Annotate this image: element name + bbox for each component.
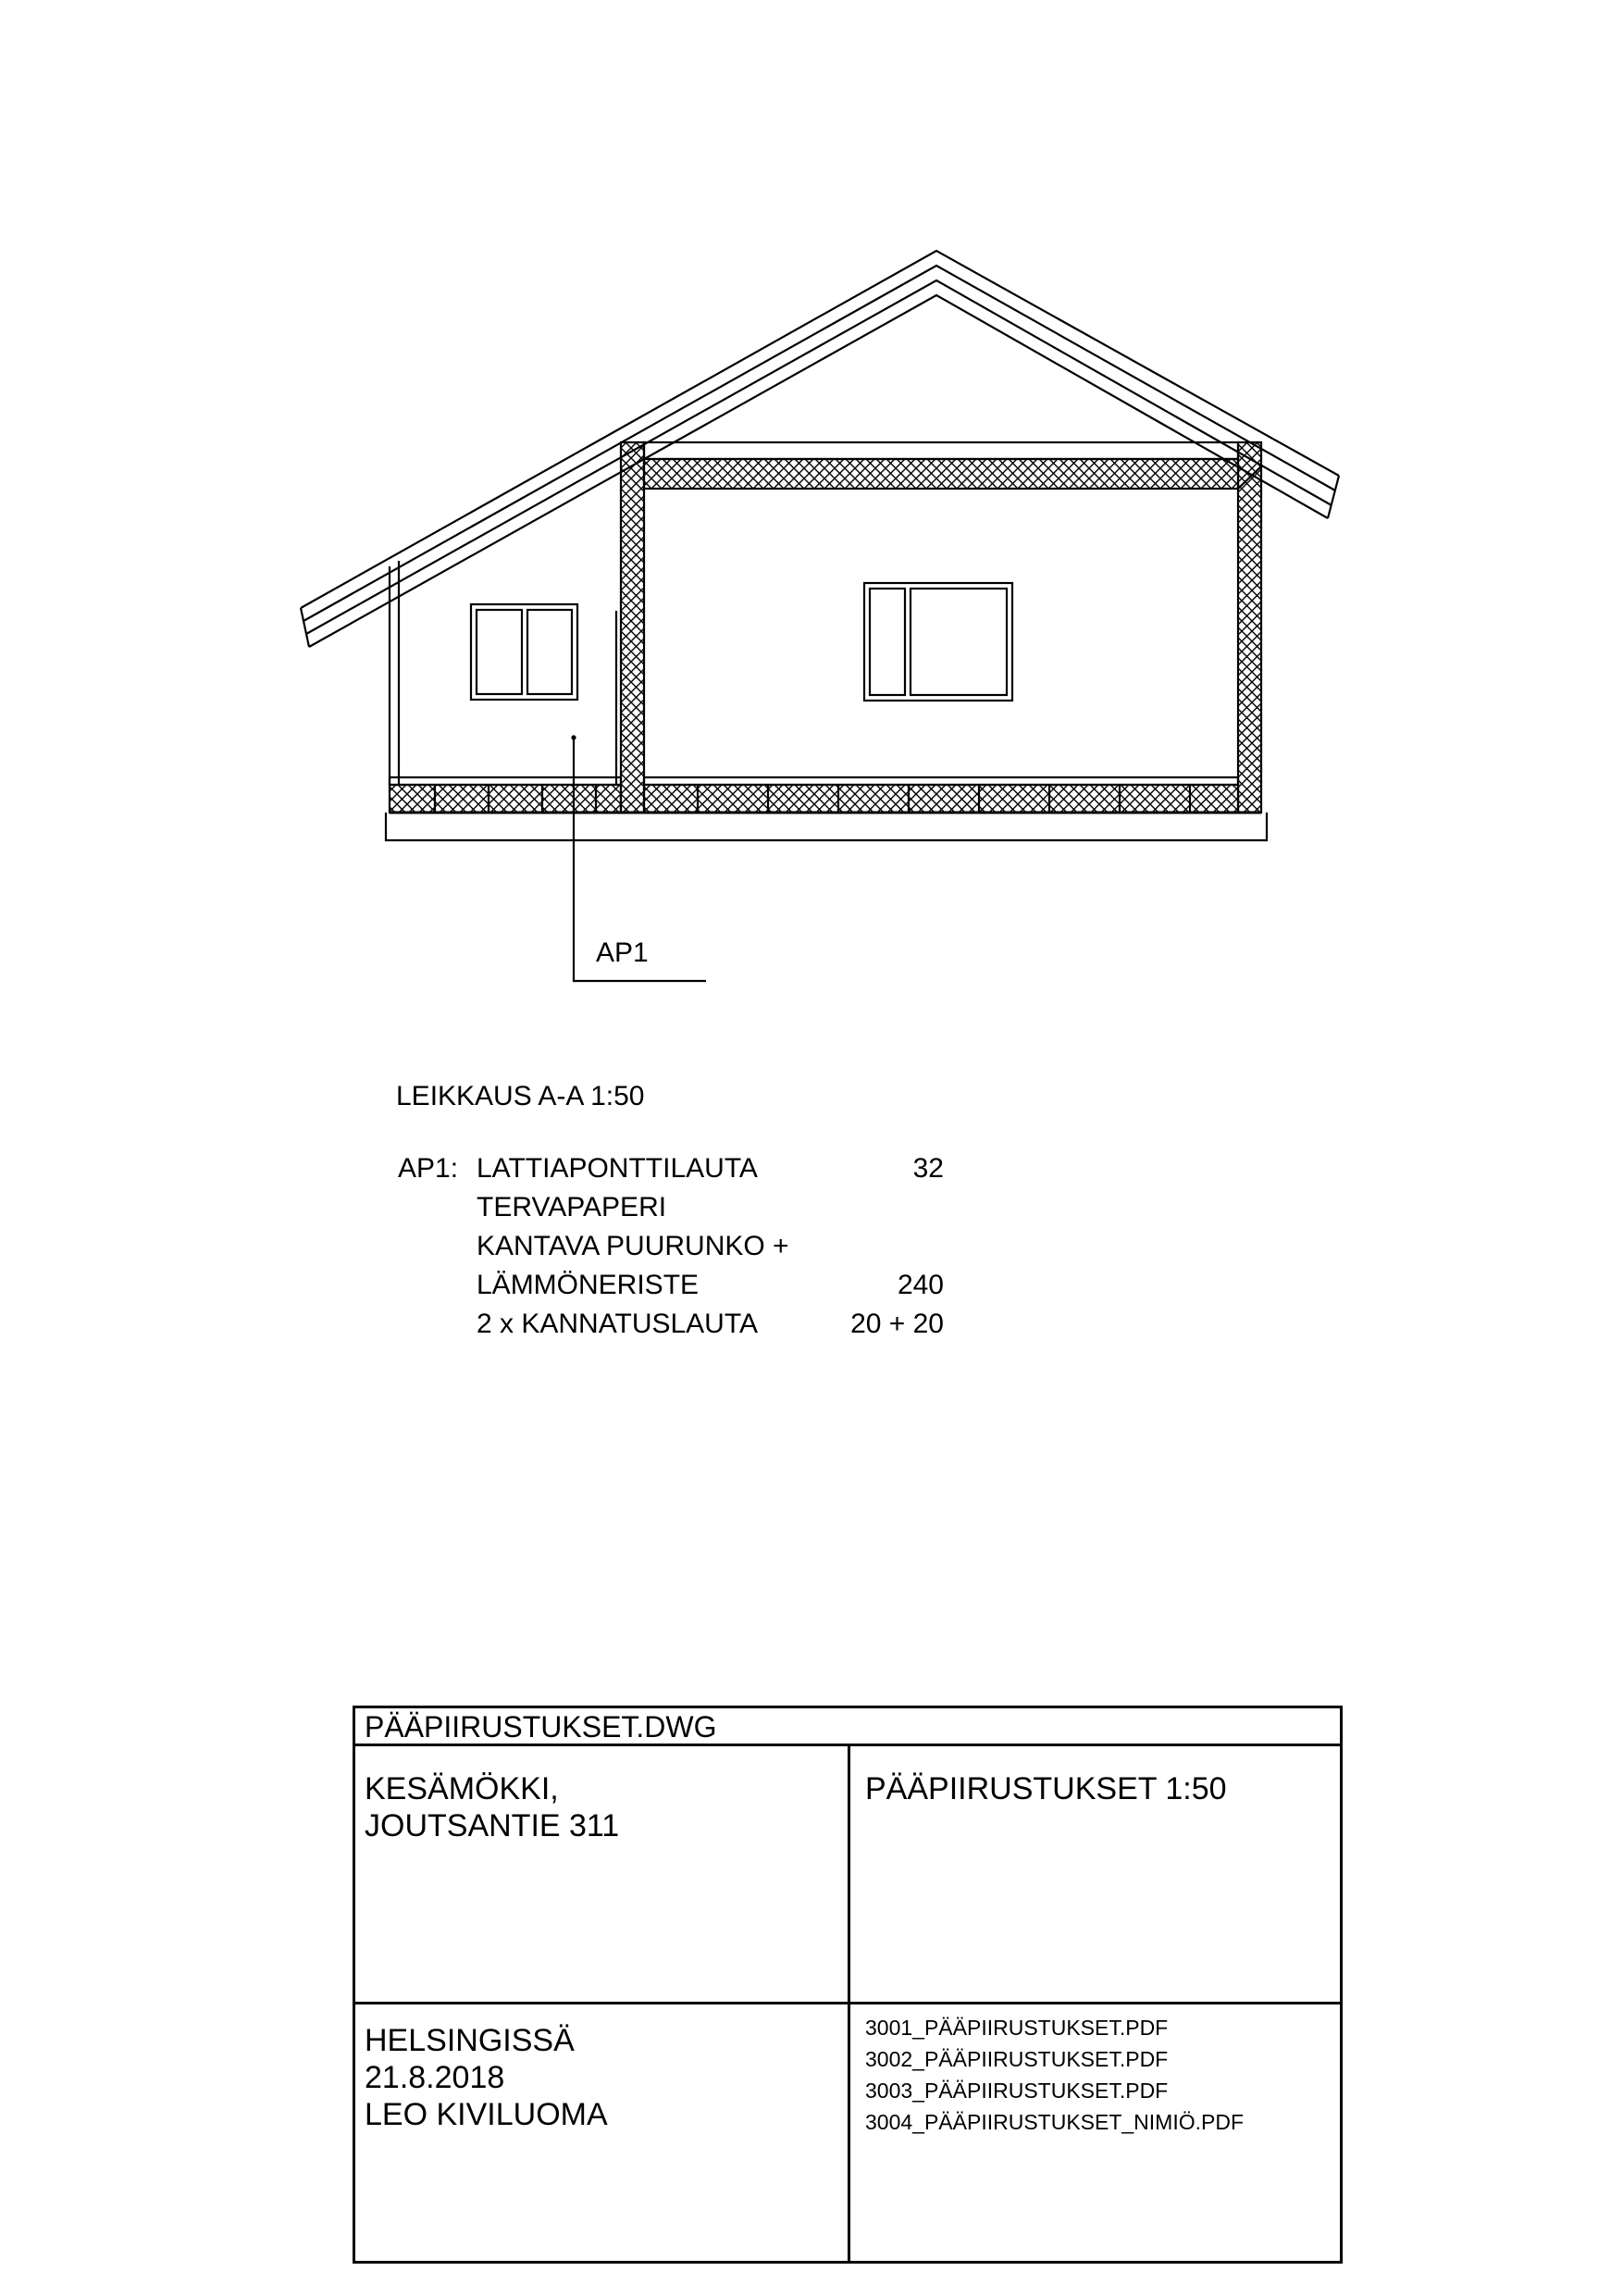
spec-row-label: 2 x KANNATUSLAUTA bbox=[477, 1309, 758, 1339]
spec-row-label: LATTIAPONTTILAUTA bbox=[477, 1153, 758, 1184]
foundation bbox=[386, 813, 1267, 840]
file-name: PÄÄPIIRUSTUKSET.DWG bbox=[365, 1710, 717, 1744]
sheet-file: 3002_PÄÄPIIRUSTUKSET.PDF bbox=[865, 2047, 1169, 2071]
main-wall-left bbox=[621, 442, 644, 813]
spec-row-value: 32 bbox=[912, 1153, 944, 1184]
spec-row-label: LÄMMÖNERISTE bbox=[477, 1270, 700, 1300]
spec-row-label: KANTAVA PUURUNKO + bbox=[477, 1231, 789, 1261]
main-window bbox=[864, 583, 1012, 701]
spec-prefix: AP1: bbox=[398, 1153, 459, 1184]
main-wall-right bbox=[1238, 442, 1261, 813]
ceiling-insulation bbox=[644, 442, 1261, 489]
date: 21.8.2018 bbox=[365, 2060, 505, 2095]
location: HELSINGISSÄ bbox=[365, 2023, 575, 2058]
project-address: JOUTSANTIE 311 bbox=[365, 1808, 620, 1843]
title-block-horizontal-divider bbox=[355, 2002, 1340, 2004]
spec-row-value: 20 + 20 bbox=[850, 1309, 944, 1339]
callout-label: AP1 bbox=[596, 937, 649, 968]
title-block bbox=[353, 1706, 1343, 2264]
annex-window bbox=[471, 604, 577, 700]
author-name: LEO KIVILUOMA bbox=[365, 2097, 608, 2132]
title-block-header bbox=[355, 1708, 1340, 1746]
spec-row-label: TERVAPAPERI bbox=[477, 1192, 667, 1222]
floor-insulation bbox=[390, 777, 1261, 813]
annex-wall bbox=[390, 561, 399, 785]
roof bbox=[301, 251, 1339, 647]
sheet-file: 3003_PÄÄPIIRUSTUKSET.PDF bbox=[865, 2079, 1169, 2103]
section-title: LEIKKAUS A-A 1:50 bbox=[396, 1081, 645, 1111]
project-name: KESÄMÖKKI, bbox=[365, 1771, 559, 1806]
sheet-file: 3001_PÄÄPIIRUSTUKSET.PDF bbox=[865, 2016, 1169, 2040]
drawing-title: PÄÄPIIRUSTUKSET 1:50 bbox=[865, 1771, 1227, 1806]
title-block-vertical-divider bbox=[848, 1746, 850, 2264]
spec-row-value: 240 bbox=[897, 1270, 944, 1300]
sheet-file: 3004_PÄÄPIIRUSTUKSET_NIMIÖ.PDF bbox=[865, 2110, 1245, 2134]
